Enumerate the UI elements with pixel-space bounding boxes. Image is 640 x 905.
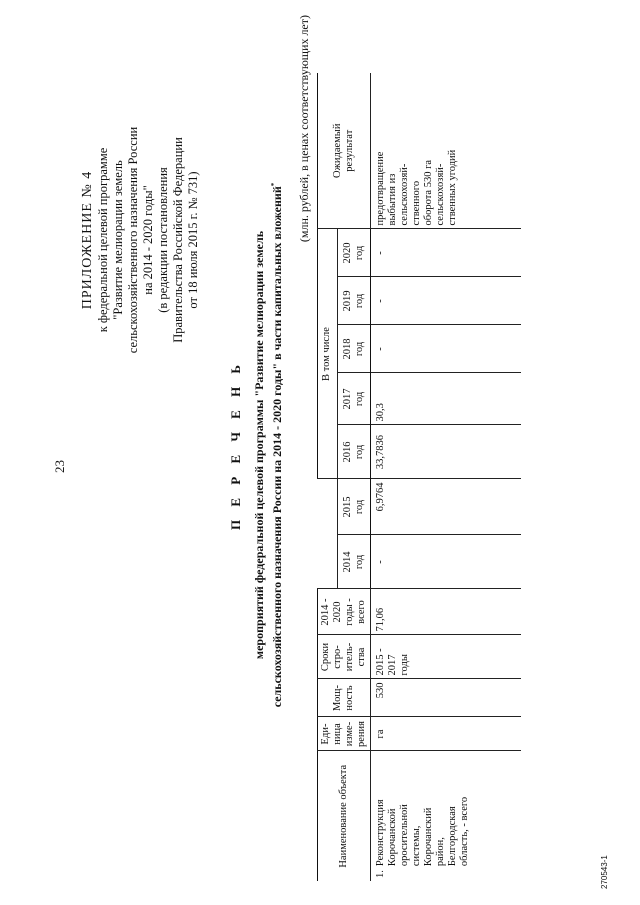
header-year-2019: 2019 год	[337, 277, 370, 325]
document-id: 270543-1	[600, 855, 609, 889]
row-unit: га	[371, 717, 521, 751]
header-capacity: Мощ- ность	[318, 679, 371, 717]
appendix-line: Правительства Российской Федерации	[171, 137, 185, 343]
header-year-2018: 2018 год	[337, 325, 370, 373]
header-year-2015: 2015 год	[337, 479, 370, 535]
page-number: 23	[52, 460, 67, 473]
row-object-cell	[371, 751, 521, 881]
row-total: 71,06	[371, 589, 521, 635]
header-including: В том числе	[318, 229, 338, 479]
appendix-line: на 2014 - 2020 годы"	[141, 185, 155, 295]
header-year-2017: 2017 год	[337, 373, 370, 425]
measures-table	[317, 73, 521, 881]
title-line-2	[267, 150, 285, 740]
row-terms: 2015 - 2017 годы	[371, 635, 521, 679]
header-year-2014: 2014 год	[337, 535, 370, 589]
row-2018: -	[371, 325, 521, 373]
header-unit: Еди- ница изме- рения	[318, 717, 371, 751]
unit-note: (млн. рублей, в ценах соответствующих лет)	[297, 15, 311, 243]
appendix-header	[80, 95, 201, 385]
header-gap	[318, 479, 338, 589]
row-object-name: Реконструкция Корочанской оросительной системы, Корочанский район, Белгородская область, - всего	[375, 796, 470, 867]
document-title	[228, 150, 285, 740]
appendix-line: сельскохозяйственного назначения России	[126, 126, 140, 354]
row-2020: -	[371, 229, 521, 277]
header-year-2016: 2016 год	[337, 425, 370, 479]
appendix-line: "Развитие мелиорации земель	[111, 160, 125, 320]
appendix-line: (в редакции постановления	[156, 167, 170, 313]
row-2016: 33,7836	[371, 425, 521, 479]
row-number: 1.	[375, 870, 386, 878]
header-terms: Сроки стро- итель- ства	[318, 635, 371, 679]
row-result: предотвращение выбытия из сельскохозяй- ственного оборота 530 га сельскохозяй- ственных угодий	[371, 73, 521, 229]
appendix-title: ПРИЛОЖЕНИЕ № 4	[80, 170, 95, 310]
row-2015: 6,9764	[371, 479, 521, 535]
appendix-line: к федеральной целевой программе	[96, 147, 110, 333]
header-result: Ожидаемый результат	[318, 73, 371, 229]
header-year-2020: 2020 год	[337, 229, 370, 277]
row-2014: -	[371, 535, 521, 589]
title-line-1: мероприятий федеральной целевой программы "Развитие мелиорации земель	[252, 230, 266, 660]
row-2019: -	[371, 277, 521, 325]
row-capacity: 530	[371, 679, 521, 717]
header-name: Наименование объекта	[318, 751, 371, 881]
footnote-mark: *	[270, 182, 278, 187]
table-row	[371, 73, 521, 881]
title-heading: П Е Р Е Ч Е Н Ь	[228, 359, 243, 531]
appendix-line: от 18 июля 2015 г. № 731)	[186, 171, 200, 309]
header-total: 2014 - 2020 годы - всего	[318, 589, 371, 635]
row-2017: 30,3	[371, 373, 521, 425]
title-line-2-text: сельскохозяйственного назначения России на 2014 - 2020 годы" в части капитальных вложений	[270, 186, 284, 708]
